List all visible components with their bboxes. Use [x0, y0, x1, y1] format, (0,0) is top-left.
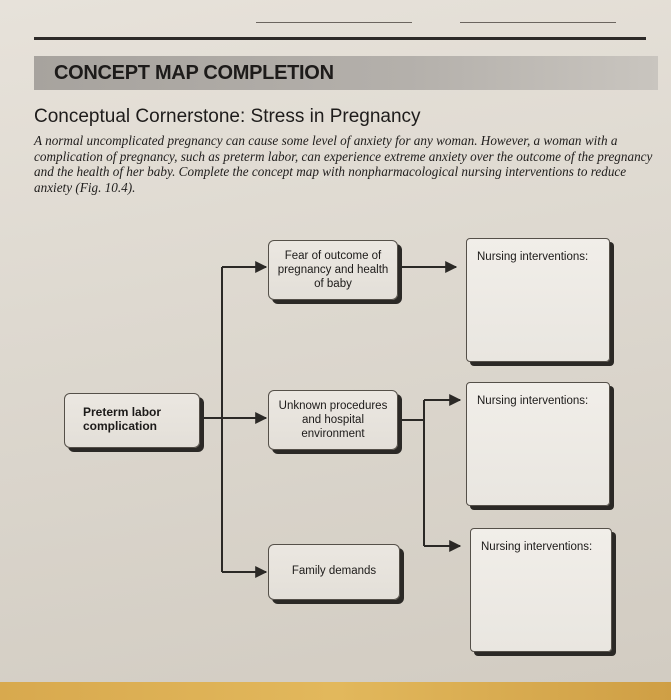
interventions-label-1: Nursing interventions: [477, 251, 589, 263]
stressor-2-line-2: and hospital [301, 414, 365, 426]
stressor-box-fear [268, 240, 398, 300]
root-label-line-2: complication [83, 419, 158, 433]
stressor-2-line-1: Unknown procedures [278, 400, 388, 412]
stressor-3-line-1: Family demands [291, 565, 377, 577]
stressor-box-family [268, 544, 400, 600]
interventions-box-2[interactable] [466, 382, 610, 506]
interventions-label-2: Nursing interventions: [477, 395, 589, 407]
stressor-1-line-3: of baby [314, 278, 352, 290]
stressor-1-line-2: pregnancy and health [277, 264, 389, 276]
interventions-box-1[interactable] [466, 238, 610, 362]
stressor-1-line-1: Fear of outcome of [284, 250, 382, 262]
desk-surface [0, 682, 671, 700]
root-box-preterm-labor [64, 393, 200, 448]
section-heading: CONCEPT MAP COMPLETION [54, 62, 334, 84]
subtitle: Conceptual Cornerstone: Stress in Pregnancy [34, 106, 421, 127]
root-label-line-1: Preterm labor [83, 405, 162, 419]
stressor-2-line-3: environment [301, 428, 365, 440]
interventions-box-3[interactable] [470, 528, 612, 652]
instructions-paragraph: A normal uncomplicated pregnancy can cause some level of anxiety for any woman. However, a woman with a complication of pregnancy, such as preterm labor, can experience extreme anxiety over the outcome of the pregnancy and the health of her baby. Complete the concept map with nonpharmacological nursing interventions to reduce anxiety (Fig. 10.4). [34, 133, 653, 195]
interventions-label-3: Nursing interventions: [481, 541, 593, 553]
stressor-box-unknown [268, 390, 398, 450]
